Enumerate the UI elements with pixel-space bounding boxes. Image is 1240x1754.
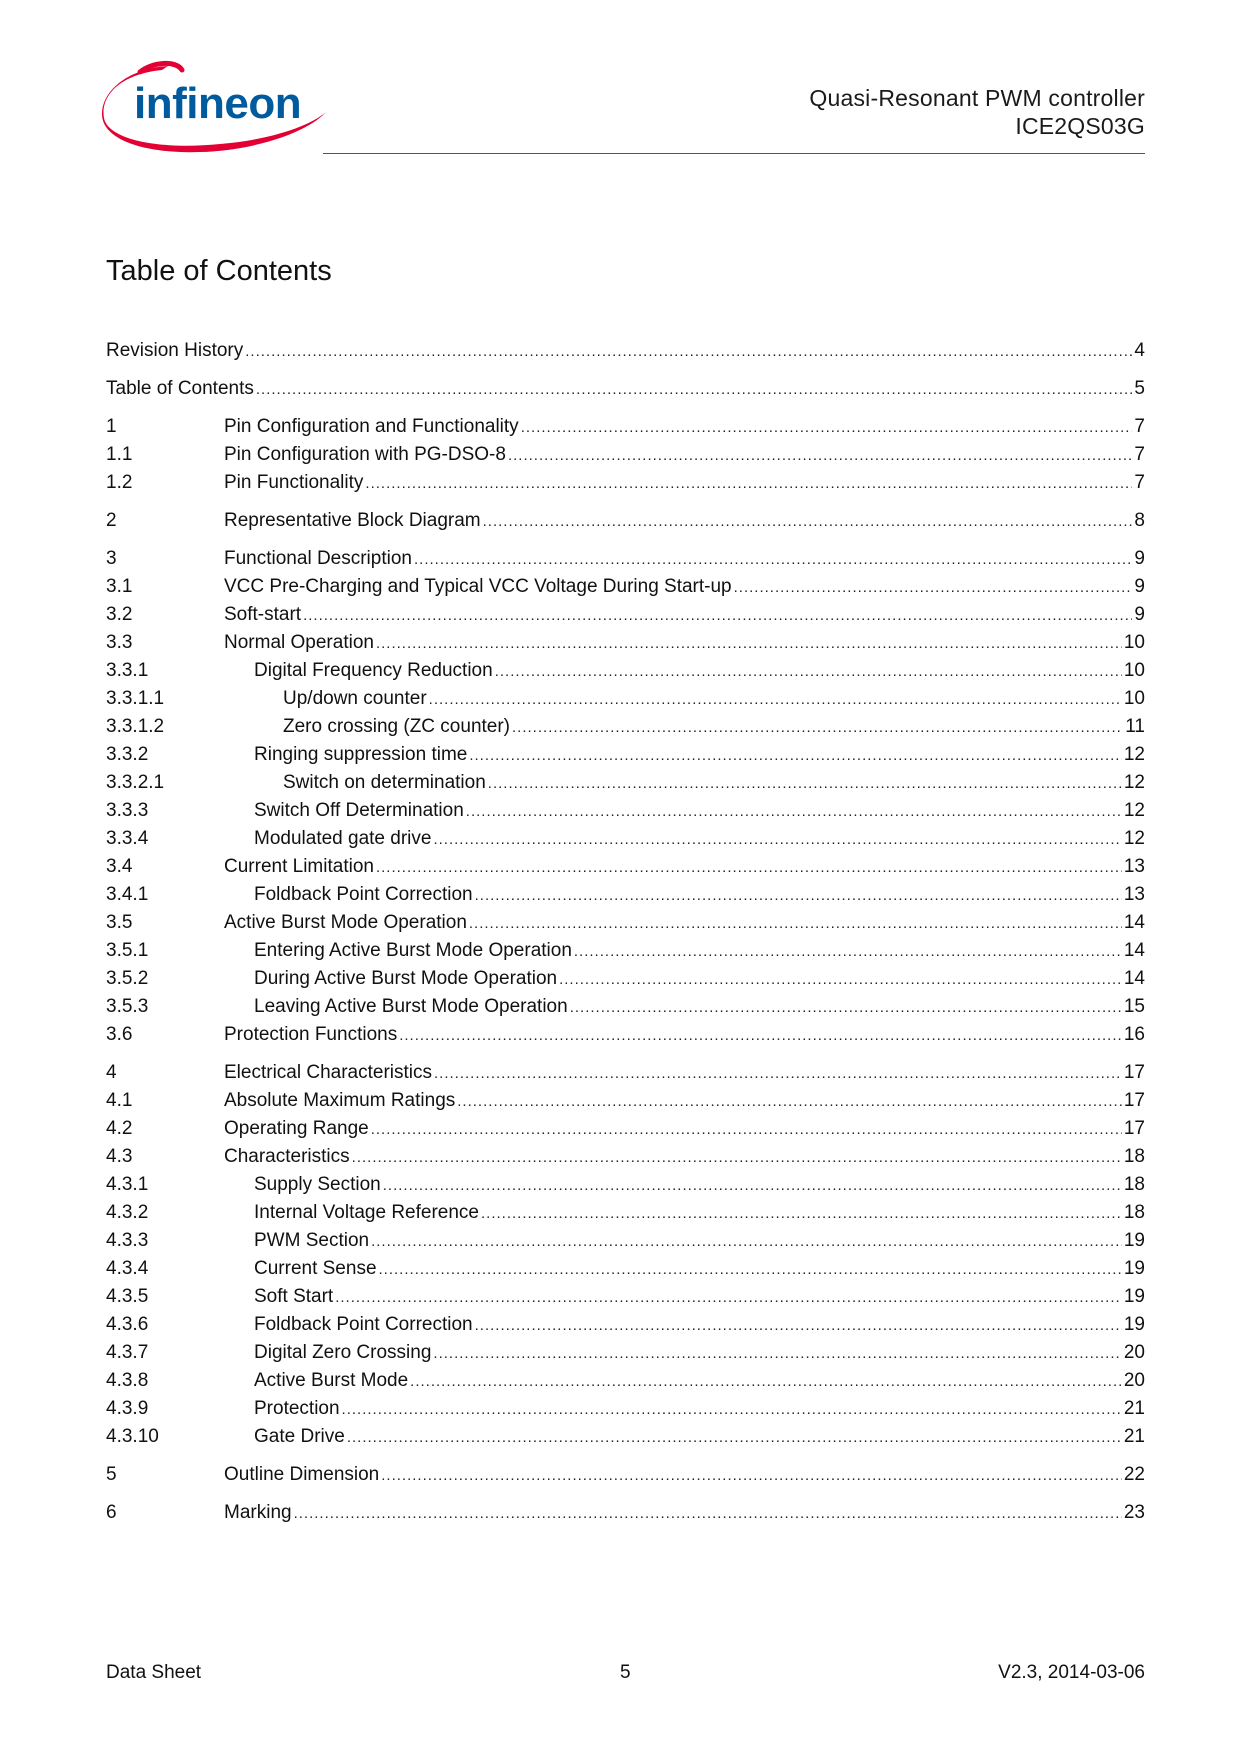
toc-entry-number: 5 bbox=[106, 1464, 117, 1485]
toc-entry-title: Absolute Maximum Ratings bbox=[224, 1090, 456, 1111]
toc-entry-page: 21 bbox=[1123, 1398, 1145, 1419]
toc-entry-page: 18 bbox=[1123, 1202, 1145, 1223]
toc-entry-title: Revision History bbox=[106, 340, 244, 361]
toc-dot-leader bbox=[734, 574, 1133, 602]
toc-dot-leader bbox=[371, 1228, 1122, 1256]
toc-entry-number: 4.3.7 bbox=[106, 1342, 149, 1363]
toc-entry[interactable] bbox=[106, 507, 1145, 535]
toc-entry-title: Up/down counter bbox=[283, 688, 427, 709]
header-title: Quasi-Resonant PWM controller bbox=[809, 85, 1145, 111]
toc-entry-title: Supply Section bbox=[254, 1174, 381, 1195]
footer-page-number: 5 bbox=[620, 1662, 631, 1683]
toc-dot-leader bbox=[475, 882, 1122, 910]
toc-dot-leader bbox=[256, 376, 1133, 404]
toc-entry-page: 13 bbox=[1123, 856, 1145, 877]
toc-entry-title: PWM Section bbox=[254, 1230, 370, 1251]
toc-entry[interactable] bbox=[106, 1499, 1145, 1527]
toc-entry-title: Ringing suppression time bbox=[254, 744, 468, 765]
toc-dot-leader bbox=[294, 1500, 1122, 1528]
toc-entry-number: 1.2 bbox=[106, 472, 133, 493]
toc-entry[interactable] bbox=[106, 629, 1145, 657]
toc-dot-leader bbox=[365, 470, 1132, 498]
toc-entry[interactable] bbox=[106, 965, 1145, 993]
toc-dot-leader bbox=[383, 1172, 1122, 1200]
toc-entry-number: 3.3.1.1 bbox=[106, 688, 165, 709]
toc-entry-number: 4.3.1 bbox=[106, 1174, 149, 1195]
toc-entry-title: Pin Functionality bbox=[224, 472, 364, 493]
toc-entry[interactable] bbox=[106, 1199, 1145, 1227]
toc-entry[interactable] bbox=[106, 1059, 1145, 1087]
toc-entry[interactable] bbox=[106, 909, 1145, 937]
toc-entry-page: 23 bbox=[1123, 1502, 1145, 1523]
toc-entry[interactable] bbox=[106, 337, 1145, 365]
toc-entry-title: Current Sense bbox=[254, 1258, 377, 1279]
toc-dot-leader bbox=[245, 338, 1132, 366]
toc-entry-page: 7 bbox=[1134, 472, 1145, 493]
toc-entry-number: 3.5.1 bbox=[106, 940, 149, 961]
toc-entry-number: 3.1 bbox=[106, 576, 133, 597]
toc-entry-title: Entering Active Burst Mode Operation bbox=[254, 940, 572, 961]
toc-entry-number: 4.3.5 bbox=[106, 1286, 149, 1307]
toc-entry-title: Switch on determination bbox=[283, 772, 486, 793]
toc-entry-page: 19 bbox=[1123, 1230, 1145, 1251]
toc-entry-number: 3.4 bbox=[106, 856, 133, 877]
toc-entry-number: 4.2 bbox=[106, 1118, 133, 1139]
toc-entry-page: 20 bbox=[1123, 1342, 1145, 1363]
toc-entry-title: Normal Operation bbox=[224, 632, 374, 653]
toc-dot-leader bbox=[347, 1424, 1122, 1452]
toc-entry-number: 4.3.8 bbox=[106, 1370, 149, 1391]
toc-dot-leader bbox=[381, 1462, 1122, 1490]
toc-dot-leader bbox=[379, 1256, 1122, 1284]
toc-entry-page: 16 bbox=[1123, 1024, 1145, 1045]
toc-entry-number: 3 bbox=[106, 548, 117, 569]
toc-dot-leader bbox=[570, 994, 1122, 1022]
toc-entry-number: 4.3.2 bbox=[106, 1202, 149, 1223]
toc-entry-title: Characteristics bbox=[224, 1146, 350, 1167]
page-title: Table of Contents bbox=[106, 255, 332, 287]
toc-entry-number: 6 bbox=[106, 1502, 117, 1523]
toc-entry-number: 3.2 bbox=[106, 604, 133, 625]
toc-entry-page: 10 bbox=[1123, 660, 1145, 681]
toc-dot-leader bbox=[469, 742, 1122, 770]
toc-entry-title: During Active Burst Mode Operation bbox=[254, 968, 558, 989]
toc-dot-leader bbox=[376, 854, 1122, 882]
toc-entry-page: 13 bbox=[1123, 884, 1145, 905]
toc-entry-number: 4 bbox=[106, 1062, 117, 1083]
toc-entry-number: 3.3.2.1 bbox=[106, 772, 165, 793]
toc-entry-page: 19 bbox=[1123, 1286, 1145, 1307]
toc-entry-number: 3.5.3 bbox=[106, 996, 149, 1017]
toc-dot-leader bbox=[481, 1200, 1122, 1228]
toc-dot-leader bbox=[483, 508, 1133, 536]
infineon-logo-graphic bbox=[100, 56, 330, 156]
toc-entry-title: Protection Functions bbox=[224, 1024, 398, 1045]
toc-entry-page: 12 bbox=[1123, 772, 1145, 793]
toc-entry-number: 1.1 bbox=[106, 444, 133, 465]
toc-entry-title: Soft Start bbox=[254, 1286, 334, 1307]
toc-entry-title: Active Burst Mode Operation bbox=[224, 912, 467, 933]
toc-entry-title: Electrical Characteristics bbox=[224, 1062, 432, 1083]
toc-entry-page: 5 bbox=[1134, 378, 1145, 399]
toc-entry-title: Table of Contents bbox=[106, 378, 254, 399]
toc-dot-leader bbox=[559, 966, 1122, 994]
toc-entry-page: 7 bbox=[1134, 416, 1145, 437]
toc-entry-page: 20 bbox=[1123, 1370, 1145, 1391]
toc-dot-leader bbox=[475, 1312, 1122, 1340]
toc-entry-title: Zero crossing (ZC counter) bbox=[283, 716, 511, 737]
toc-entry-page: 12 bbox=[1123, 828, 1145, 849]
toc-entry-number: 3.4.1 bbox=[106, 884, 149, 905]
toc-entry-title: Pin Configuration with PG-DSO-8 bbox=[224, 444, 506, 465]
toc-entry-page: 17 bbox=[1123, 1118, 1145, 1139]
toc-entry-page: 8 bbox=[1134, 510, 1145, 531]
toc-entry[interactable] bbox=[106, 1087, 1145, 1115]
toc-entry-title: Gate Drive bbox=[254, 1426, 345, 1447]
toc-dot-leader bbox=[508, 442, 1132, 470]
toc-entry[interactable] bbox=[106, 769, 1145, 797]
toc-entry-page: 4 bbox=[1134, 340, 1145, 361]
toc-entry-title: Pin Configuration and Functionality bbox=[224, 416, 519, 437]
toc-entry-page: 14 bbox=[1123, 912, 1145, 933]
toc-entry-title: Representative Block Diagram bbox=[224, 510, 481, 531]
toc-entry-page: 22 bbox=[1123, 1464, 1145, 1485]
toc-dot-leader bbox=[399, 1022, 1122, 1050]
toc-dot-leader bbox=[303, 602, 1132, 630]
toc-dot-leader bbox=[512, 714, 1123, 742]
toc-entry-number: 3.3 bbox=[106, 632, 133, 653]
toc-dot-leader bbox=[414, 546, 1132, 574]
footer-version-date: V2.3, 2014-03-06 bbox=[998, 1662, 1145, 1683]
toc-entry-page: 15 bbox=[1123, 996, 1145, 1017]
toc-entry[interactable] bbox=[106, 825, 1145, 853]
toc-entry-number: 3.3.2 bbox=[106, 744, 149, 765]
toc-entry-page: 10 bbox=[1123, 632, 1145, 653]
toc-entry[interactable] bbox=[106, 441, 1145, 469]
toc-entry-title: Functional Description bbox=[224, 548, 412, 569]
toc-entry[interactable] bbox=[106, 1311, 1145, 1339]
logo-wordmark: infineon bbox=[134, 79, 302, 128]
toc-entry-page: 19 bbox=[1123, 1258, 1145, 1279]
toc-entry-title: VCC Pre-Charging and Typical VCC Voltage During Start-up bbox=[224, 576, 732, 597]
toc-entry-number: 4.3.3 bbox=[106, 1230, 149, 1251]
toc-entry-number: 3.3.1.2 bbox=[106, 716, 165, 737]
toc-entry-number: 1 bbox=[106, 416, 117, 437]
toc-entry-title: Digital Zero Crossing bbox=[254, 1342, 432, 1363]
toc-entry-title: Operating Range bbox=[224, 1118, 369, 1139]
toc-dot-leader bbox=[429, 686, 1122, 714]
toc-entry-number: 3.3.1 bbox=[106, 660, 149, 681]
toc-entry-page: 18 bbox=[1123, 1146, 1145, 1167]
toc-entry-title: Outline Dimension bbox=[224, 1464, 380, 1485]
toc-entry[interactable] bbox=[106, 601, 1145, 629]
toc-entry-number: 4.3.9 bbox=[106, 1398, 149, 1419]
header-part-number: ICE2QS03G bbox=[1015, 113, 1145, 139]
toc-entry-title: Digital Frequency Reduction bbox=[254, 660, 493, 681]
toc-entry[interactable] bbox=[106, 713, 1145, 741]
toc-entry-title: Protection bbox=[254, 1398, 340, 1419]
footer-doc-type: Data Sheet bbox=[106, 1662, 202, 1683]
infineon-logo bbox=[100, 56, 330, 156]
toc-entry[interactable] bbox=[106, 469, 1145, 497]
toc-entry[interactable] bbox=[106, 545, 1145, 573]
toc-entry-page: 17 bbox=[1123, 1090, 1145, 1111]
toc-entry[interactable] bbox=[106, 1115, 1145, 1143]
toc-entry[interactable] bbox=[106, 413, 1145, 441]
toc-entry-title: Switch Off Determination bbox=[254, 800, 464, 821]
toc-entry-number: 4.1 bbox=[106, 1090, 133, 1111]
toc-entry[interactable] bbox=[106, 881, 1145, 909]
toc-entry-page: 12 bbox=[1123, 800, 1145, 821]
toc-dot-leader bbox=[488, 770, 1122, 798]
toc-dot-leader bbox=[433, 1340, 1121, 1368]
toc-entry-number: 4.3.6 bbox=[106, 1314, 149, 1335]
toc-entry-title: Marking bbox=[224, 1502, 292, 1523]
toc-entry-title: Current Limitation bbox=[224, 856, 374, 877]
toc-entry[interactable] bbox=[106, 657, 1145, 685]
toc-entry[interactable] bbox=[106, 853, 1145, 881]
toc-entry[interactable] bbox=[106, 937, 1145, 965]
toc-entry-title: Leaving Active Burst Mode Operation bbox=[254, 996, 568, 1017]
toc-entry-page: 9 bbox=[1134, 548, 1145, 569]
toc-entry-page: 9 bbox=[1134, 604, 1145, 625]
toc-entry-number: 4.3.10 bbox=[106, 1426, 159, 1447]
toc-entry-number: 3.3.3 bbox=[106, 800, 149, 821]
toc-entry-page: 10 bbox=[1123, 688, 1145, 709]
toc-entry-page: 14 bbox=[1123, 940, 1145, 961]
toc-entry[interactable] bbox=[106, 1283, 1145, 1311]
toc-entry[interactable] bbox=[106, 1171, 1145, 1199]
toc-entry[interactable] bbox=[106, 993, 1145, 1021]
toc-entry[interactable] bbox=[106, 573, 1145, 601]
toc-entry-title: Active Burst Mode bbox=[254, 1370, 409, 1391]
toc-entry-page: 18 bbox=[1123, 1174, 1145, 1195]
toc-dot-leader bbox=[410, 1368, 1122, 1396]
toc-dot-leader bbox=[574, 938, 1122, 966]
toc-entry-number: 3.5 bbox=[106, 912, 133, 933]
toc-entry-page: 12 bbox=[1123, 744, 1145, 765]
toc-entry[interactable] bbox=[106, 1423, 1145, 1451]
toc-dot-leader bbox=[457, 1088, 1122, 1116]
toc-entry[interactable] bbox=[106, 741, 1145, 769]
toc-dot-leader bbox=[371, 1116, 1122, 1144]
toc-entry-number: 3.3.4 bbox=[106, 828, 149, 849]
toc-entry-title: Foldback Point Correction bbox=[254, 1314, 473, 1335]
toc-dot-leader bbox=[352, 1144, 1122, 1172]
toc-entry[interactable] bbox=[106, 1461, 1145, 1489]
toc-dot-leader bbox=[521, 414, 1133, 442]
toc-dot-leader bbox=[342, 1396, 1122, 1424]
toc-entry-page: 21 bbox=[1123, 1426, 1145, 1447]
toc-entry[interactable] bbox=[106, 685, 1145, 713]
toc-dot-leader bbox=[433, 826, 1121, 854]
toc-dot-leader bbox=[376, 630, 1122, 658]
toc-entry-page: 11 bbox=[1125, 716, 1145, 737]
toc-dot-leader bbox=[469, 910, 1122, 938]
toc-entry-page: 9 bbox=[1134, 576, 1145, 597]
toc-dot-leader bbox=[495, 658, 1122, 686]
toc-entry[interactable] bbox=[106, 375, 1145, 403]
toc-entry[interactable] bbox=[106, 1255, 1145, 1283]
toc-entry-page: 17 bbox=[1123, 1062, 1145, 1083]
toc-entry[interactable] bbox=[106, 1227, 1145, 1255]
toc-entry[interactable] bbox=[106, 1339, 1145, 1367]
toc-entry-number: 2 bbox=[106, 510, 117, 531]
toc-entry[interactable] bbox=[106, 1395, 1145, 1423]
document-header bbox=[809, 84, 1145, 140]
toc-entry-title: Soft-start bbox=[224, 604, 302, 625]
toc-entry-page: 14 bbox=[1123, 968, 1145, 989]
toc-entry-page: 19 bbox=[1123, 1314, 1145, 1335]
toc-entry[interactable] bbox=[106, 1143, 1145, 1171]
table-of-contents bbox=[106, 337, 1145, 1527]
toc-dot-leader bbox=[335, 1284, 1122, 1312]
toc-entry-title: Foldback Point Correction bbox=[254, 884, 473, 905]
toc-entry-title: Modulated gate drive bbox=[254, 828, 432, 849]
toc-entry-number: 3.5.2 bbox=[106, 968, 149, 989]
toc-entry[interactable] bbox=[106, 1367, 1145, 1395]
toc-entry-title: Internal Voltage Reference bbox=[254, 1202, 479, 1223]
toc-entry[interactable] bbox=[106, 1021, 1145, 1049]
toc-entry-page: 7 bbox=[1134, 444, 1145, 465]
toc-entry-number: 3.6 bbox=[106, 1024, 133, 1045]
toc-dot-leader bbox=[434, 1060, 1122, 1088]
toc-entry-number: 4.3 bbox=[106, 1146, 133, 1167]
toc-entry-number: 4.3.4 bbox=[106, 1258, 149, 1279]
header-divider bbox=[323, 153, 1145, 154]
toc-dot-leader bbox=[466, 798, 1122, 826]
toc-entry[interactable] bbox=[106, 797, 1145, 825]
